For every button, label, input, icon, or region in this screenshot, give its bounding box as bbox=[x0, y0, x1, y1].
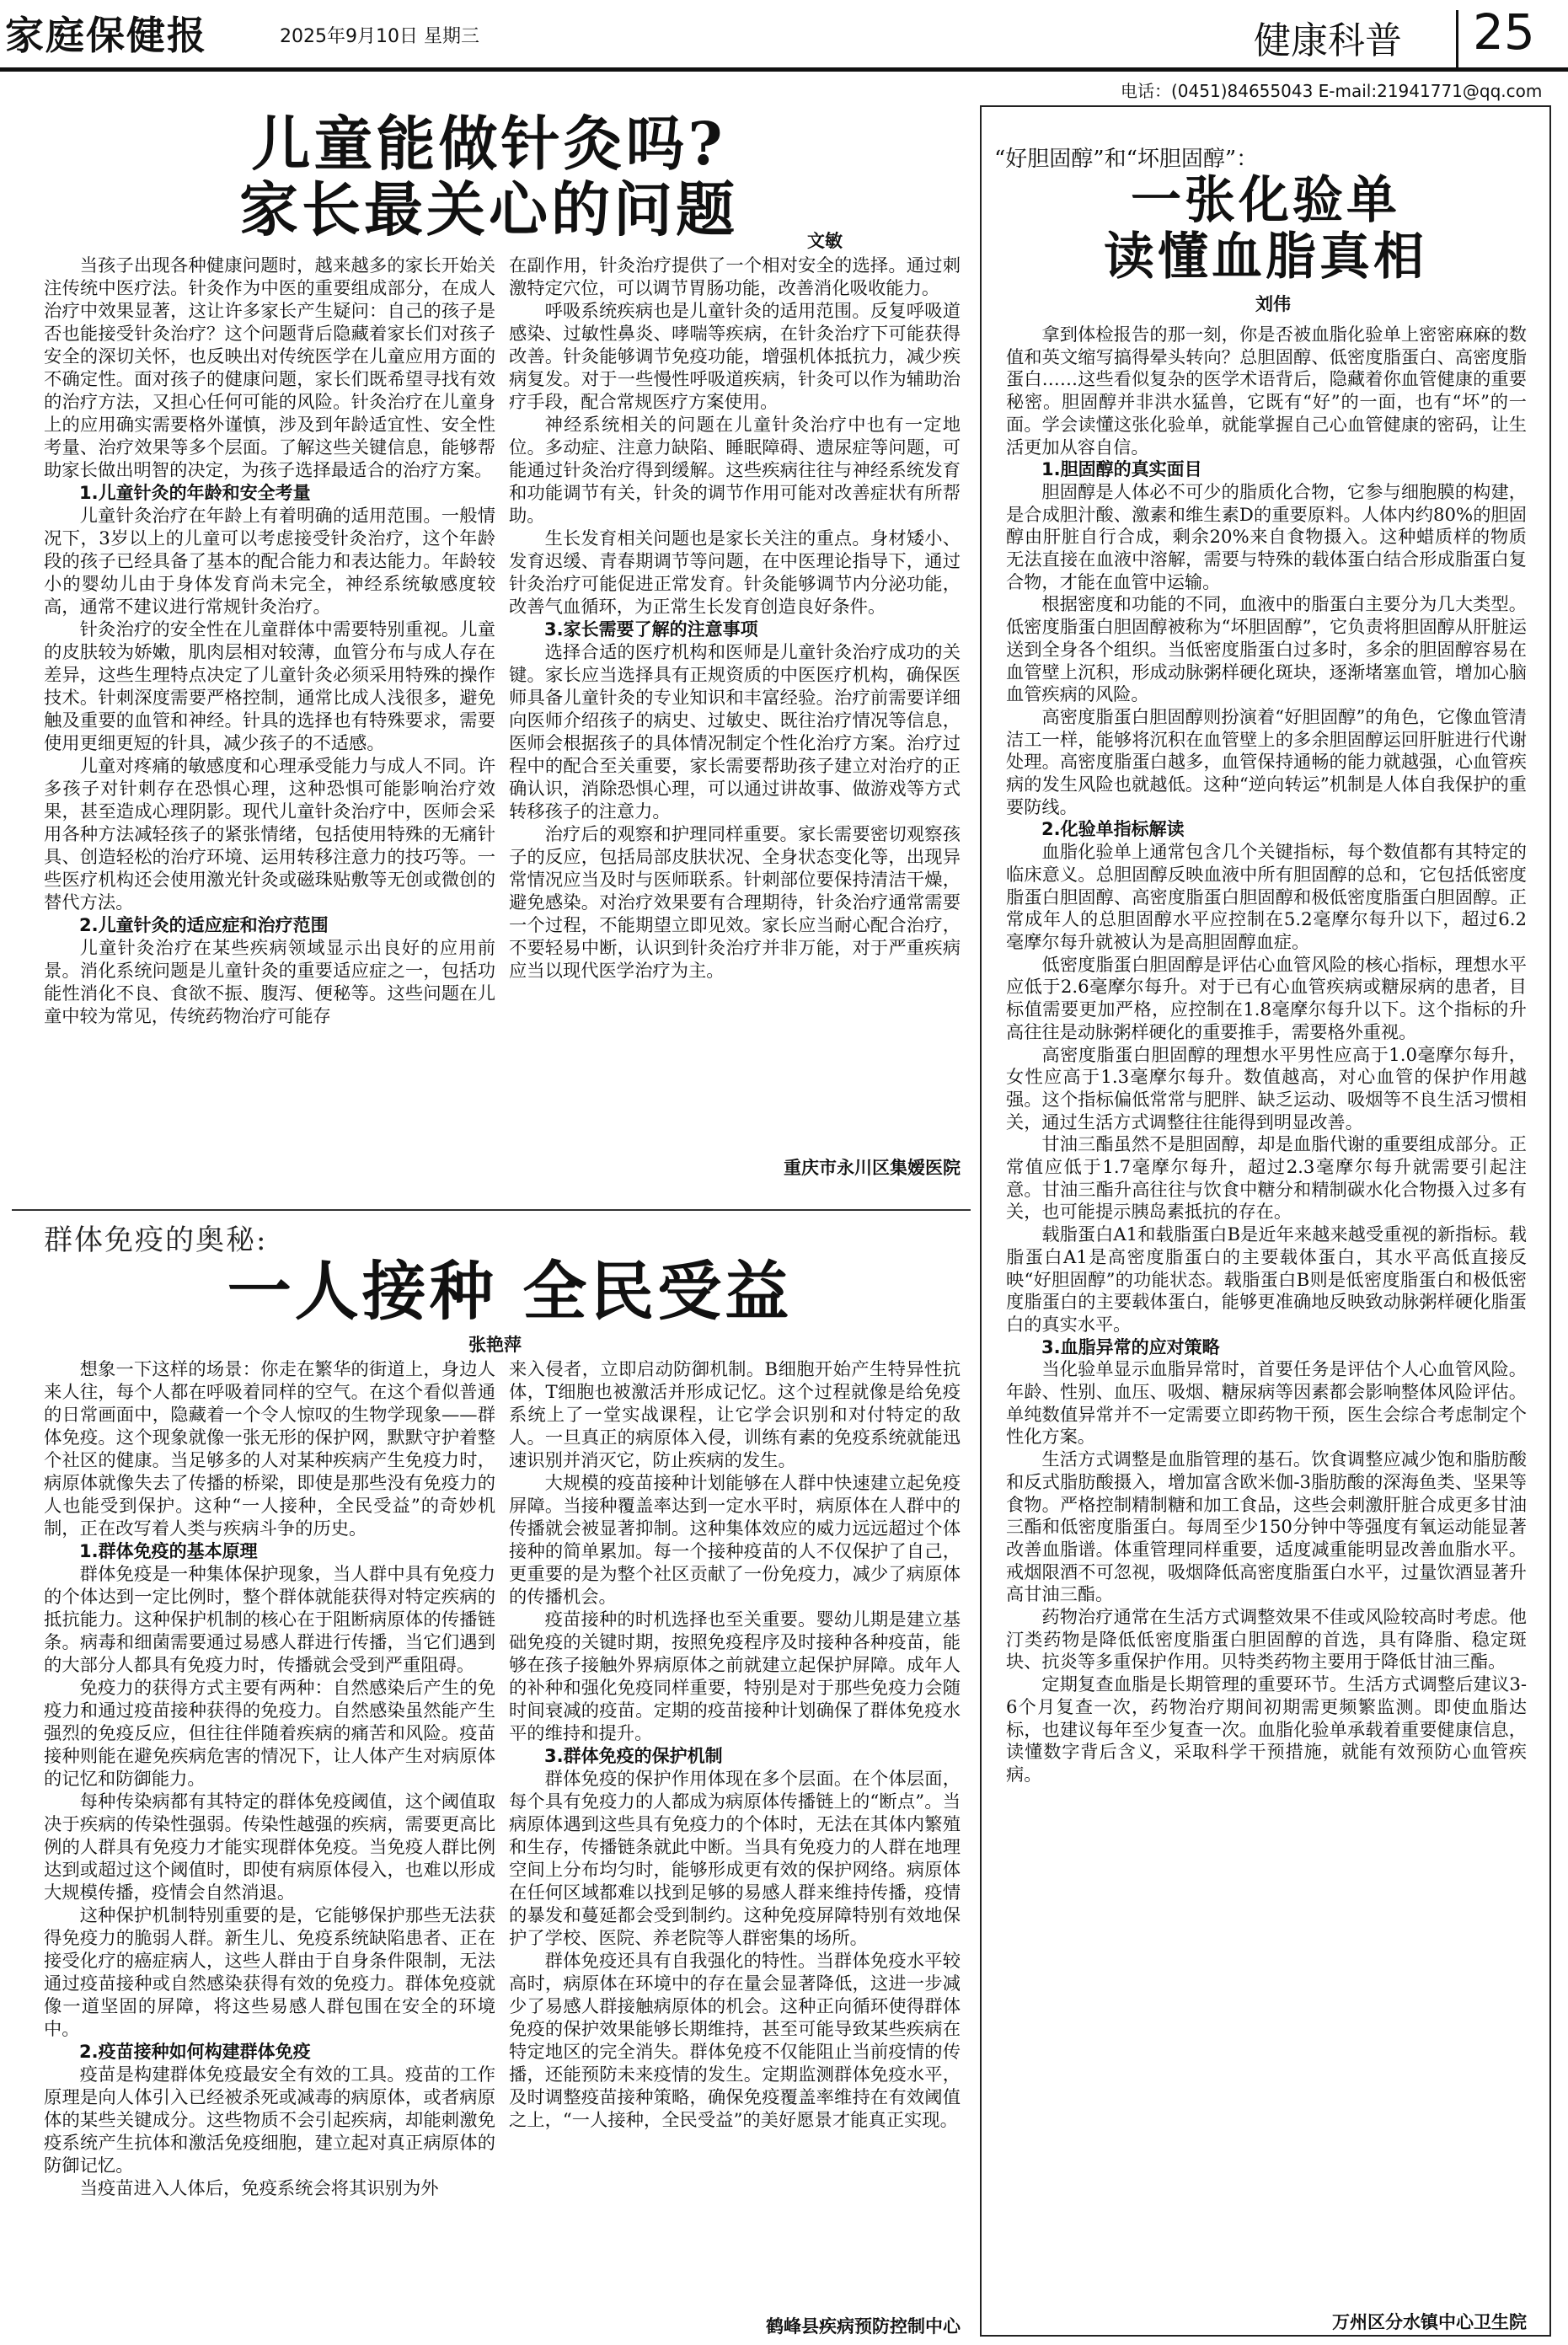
section-heading: 2.化验单指标解读 bbox=[1041, 819, 1185, 840]
paragraph: 当化验单显示血脂异常时，首要任务是评估个人心血管风险。年龄、性别、血压、吸烟、糖尿病等因素都会影响整体风险评估。单纯数值异常并不一定需要立即药物干预，医生会综合考虑制定个性化方案。 bbox=[1006, 1358, 1527, 1448]
article2-organization: 鹤峰县疾病预防控制中心 bbox=[766, 2316, 961, 2337]
paragraph: 群体免疫还具有自我强化的特性。当群体免疫水平较高时，病原体在环境中的存在量会显著降低，这进一步减少了易感人群接触病原体的机会。这种正向循环使得群体免疫的保护效果能够长期维持，甚至可能导致某些疾病在特定地区的完全消失。群体免疫不仅能阻止当前疫情的传播，还能预防未来疫情的发生。定期监测群体免疫水平，及时调整疫苗接种策略，确保免疫覆盖率维持在有效阈值之上，“一人接种，全民受益”的美好愿景才能真正实现。 bbox=[509, 1951, 961, 2131]
article3-kicker: “好胆固醇”和“坏胆固醇”： bbox=[994, 147, 1259, 172]
paragraph: 胆固醇是人体必不可少的脂质化合物，它参与细胞膜的构建，是合成胆汁酸、激素和维生素D的重要原料。人体内约80%的胆固醇由肝脏自行合成，剩余20%来自食物摄入。这种蜡质样的物质无法直接在血液中溶解，需要与特殊的载体蛋白结合形成脂蛋白复合物，才能在血管中运输。 bbox=[1006, 480, 1527, 592]
paragraph: 血脂化验单上通常包含几个关键指标，每个数值都有其特定的临床意义。总胆固醇反映血液中所有胆固醇的总和，它包括低密度脂蛋白胆固醇、高密度脂蛋白胆固醇和极低密度脂蛋白胆固醇。正常成年人的总胆固醇水平应控制在5.2毫摩尔每升以下，超过6.2毫摩尔每升就被认为是高胆固醇血症。 bbox=[1006, 841, 1527, 952]
paragraph: 定期复查血脂是长期管理的重要环节。生活方式调整后建议3-6个月复查一次，药物治疗期间初期需更频繁监测。即使血脂达标，也建议每年至少复查一次。血脂化验单承载着重要健康信息，读懂数字背后含义，采取科学干预措施，就能有效预防心血管疾病。 bbox=[1006, 1673, 1527, 1785]
paragraph: 在副作用，针灸治疗提供了一个相对安全的选择。通过刺激特定穴位，可以调节胃肠功能，改善消化吸收能力。 bbox=[509, 255, 961, 299]
article3-organization: 万州区分水镇中心卫生院 bbox=[1332, 2312, 1527, 2332]
paragraph: 儿童针灸治疗在某些疾病领域显示出良好的应用前景。消化系统问题是儿童针灸的重要适应症之一，包括功能性消化不良、食欲不振、腹泻、便秘等。这些问题在儿童中较为常见，传统药物治疗可能存 bbox=[44, 938, 495, 1027]
masthead-rule bbox=[0, 67, 1568, 72]
article3-body bbox=[1006, 324, 1527, 1786]
section-heading: 3.血脂异常的应对策略 bbox=[1041, 1336, 1220, 1357]
article1-title-line2: 家长最关心的问题 bbox=[239, 174, 738, 245]
paragraph: 甘油三酯虽然不是胆固醇，却是血脂代谢的重要组成部分。正常值应低于1.7毫摩尔每升，超过2.3毫摩尔每升就需要引起注意。甘油三酯升高往往与饮食中糖分和精制碳水化合物摄入过多有关，也可能提示胰岛素抵抗的存在。 bbox=[1006, 1133, 1527, 1223]
paragraph: 高密度脂蛋白胆固醇的理想水平男性应高于1.0毫摩尔每升，女性应高于1.3毫摩尔每升。数值越高，对心血管的保护作用越强。这个指标偏低常常与肥胖、缺乏运动、吸烟等不良生活习惯相关，通过生活方式调整往往能得到明显改善。 bbox=[1006, 1043, 1527, 1132]
paragraph: 来入侵者，立即启动防御机制。B细胞开始产生特异性抗体，T细胞也被激活并形成记忆。这个过程就像是给免疫系统上了一堂实战课程，让它学会识别和对付特定的敌人。一旦真正的病原体入侵，训练有素的免疫系统就能迅速识别并消灭它，防止疾病的发生。 bbox=[509, 1359, 961, 1471]
paragraph: 群体免疫是一种集体保护现象，当人群中具有免疫力的个体达到一定比例时，整个群体就能获得对特定疾病的抵抗能力。这种保护机制的核心在于阻断病原体的传播链条。病毒和细菌需要通过易感人群进行传播，当它们遇到的大部分人都具有免疫力时，传播就会受到严重阻碍。 bbox=[44, 1564, 495, 1676]
paragraph: 疫苗是构建群体免疫最安全有效的工具。疫苗的工作原理是向人体引入已经被杀死或减毒的病原体，或者病原体的某些关键成分。这些物质不会引起疾病，却能刺激免疫系统产生抗体和激活免疫细胞，建立起对真正病原体的防御记忆。 bbox=[44, 2064, 495, 2176]
paragraph: 针灸治疗的安全性在儿童群体中需要特别重视。儿童的皮肤较为娇嫩，肌肉层相对较薄，血管分布与成人存在差异，这些生理特点决定了儿童针灸必须采用特殊的操作技术。针刺深度需要严格控制，通常比成人浅很多，避免触及重要的血管和神经。针具的选择也有特殊要求，需要使用更细更短的针具，减少孩子的不适感。 bbox=[44, 619, 495, 754]
article3-title-line1: 一张化验单 bbox=[1131, 171, 1400, 230]
article3-title bbox=[1011, 173, 1520, 286]
section-heading: 2.儿童针灸的适应症和治疗范围 bbox=[79, 915, 329, 935]
article1-column-1 bbox=[44, 254, 495, 1028]
section-heading: 1.儿童针灸的年龄和安全考量 bbox=[79, 483, 311, 503]
article3-title-line2: 读懂血脂真相 bbox=[1104, 228, 1427, 287]
paragraph: 疫苗接种的时机选择也至关重要。婴幼儿期是建立基础免疫的关键时期，按照免疫程序及时接种各种疫苗，能够在孩子接触外界病原体之前就建立起保护屏障。成年人的补种和强化免疫同样重要，特别是对于那些免疫力会随时间衰减的疫苗。定期的疫苗接种计划确保了群体免疫水平的维持和提升。 bbox=[509, 1609, 961, 1744]
paragraph: 神经系统相关的问题在儿童针灸治疗中也有一定地位。多动症、注意力缺陷、睡眠障碍、遗尿症等问题，可能通过针灸治疗得到缓解。这些疾病往往与神经系统发育和功能调节有关，针灸的调节作用可能对改善症状有所帮助。 bbox=[509, 415, 961, 527]
article-separator bbox=[12, 1209, 971, 1211]
paragraph: 生活方式调整是血脂管理的基石。饮食调整应减少饱和脂肪酸和反式脂肪酸摄入，增加富含欧米伽-3脂肪酸的深海鱼类、坚果等食物。严格控制精制糖和加工食品，这些会刺激肝脏合成更多甘油三酯和低密度脂蛋白。每周至少150分钟中等强度有氧运动能显著改善血脂谱。体重管理同样重要，适度减重能明显改善血脂水平。戒烟限酒不可忽视，吸烟降低高密度脂蛋白水平，过量饮酒显著升高甘油三酯。 bbox=[1006, 1448, 1527, 1605]
paragraph: 这种保护机制特别重要的是，它能够保护那些无法获得免疫力的脆弱人群。新生儿、免疫系统缺陷患者、正在接受化疗的癌症病人，这些人群由于自身条件限制，无法通过疫苗接种或自然感染获得有效的免疫力。群体免疫就像一道坚固的屏障，将这些易感人群包围在安全的环境中。 bbox=[44, 1905, 495, 2040]
issue-date: 2025年9月10日 星期三 bbox=[280, 26, 479, 47]
paragraph: 根据密度和功能的不同，血液中的脂蛋白主要分为几大类型。低密度脂蛋白胆固醇被称为“坏胆固醇”，它负责将胆固醇从肝脏运送到全身各个组织。当低密度脂蛋白过多时，多余的胆固醇容易在血管壁上沉积，形成动脉粥样硬化斑块，逐渐堵塞血管，增加心脑血管疾病的风险。 bbox=[1006, 593, 1527, 705]
paragraph: 治疗后的观察和护理同样重要。家长需要密切观察孩子的反应，包括局部皮肤状况、全身状态变化等，出现异常情况应当及时与医师联系。针刺部位要保持清洁干燥，避免感染。对治疗效果要有合理期待，针灸治疗通常需要一个过程，不能期望立即见效。家长应当耐心配合治疗，不要轻易中断，认识到针灸治疗并非万能，对于严重疾病应当以现代医学治疗为主。 bbox=[509, 824, 961, 982]
paragraph: 当疫苗进入人体后，免疫系统会将其识别为外 bbox=[79, 2178, 439, 2199]
paragraph: 群体免疫的保护作用体现在多个层面。在个体层面，每个具有免疫力的人都成为病原体传播链上的“断点”。当病原体遇到这些具有免疫力的个体时，无法在其体内繁殖和生存，传播链条就此中断。当具有免疫力的人群在地理空间上分布均匀时，能够形成更有效的保护网络。病原体在任何区域都难以找到足够的易感人群来维持传播，疫情的暴发和蔓延都会受到制约。这种免疫屏障特别有效地保护了学校、医院、养老院等人群密集的场所。 bbox=[509, 1769, 961, 1949]
masthead-divider bbox=[1456, 10, 1458, 69]
paragraph: 当孩子出现各种健康问题时，越来越多的家长开始关注传统中医疗法。针灸作为中医的重要组成部分，在成人治疗中效果显著，这让许多家长产生疑问：自己的孩子是否也能接受针灸治疗？这个问题背后隐藏着家长们对孩子安全的深切关怀，也反映出对传统医学在儿童应用方面的不确定性。面对孩子的健康问题，家长们既希望寻找有效的治疗方法，又担心任何可能的风险。针灸治疗在儿童身上的应用确实需要格外谨慎，涉及到年龄适宜性、安全性考量、治疗效果等多个层面。了解这些关键信息，能够帮助家长做出明智的决定，为孩子选择最适合的治疗方案。 bbox=[44, 255, 495, 481]
article2-author: 张艳萍 bbox=[468, 1335, 522, 1355]
paragraph: 选择合适的医疗机构和医师是儿童针灸治疗成功的关键。家长应当选择具有正规资质的中医医疗机构，确保医师具备儿童针灸的专业知识和丰富经验。治疗前需要详细向医师介绍孩子的病史、过敏史、既往治疗情况等信息，医师会根据孩子的具体情况制定个性化治疗方案。治疗过程中的配合至关重要，家长需要帮助孩子建立对治疗的正确认识，消除恐惧心理，可以通过讲故事、做游戏等方式转移孩子的注意力。 bbox=[509, 642, 961, 822]
section-heading: 3.群体免疫的保护机制 bbox=[544, 1746, 723, 1766]
article3-author: 刘伟 bbox=[1255, 294, 1291, 314]
paragraph: 载脂蛋白A1和载脂蛋白B是近年来越来越受重视的新指标。载脂蛋白A1是高密度脂蛋白的主要载体蛋白，其水平高低直接反映“好胆固醇”的功能状态。载脂蛋白B则是低密度脂蛋白和极低密度脂蛋白的主要载体蛋白，能够更准确地反映致动脉粥样硬化脂蛋白的真实水平。 bbox=[1006, 1223, 1527, 1335]
article2-column-1 bbox=[44, 1358, 495, 2200]
article2-column-2 bbox=[509, 1358, 961, 2132]
contact-line: 电话：(0451)84655043 E-mail:21941771@qq.com bbox=[1121, 81, 1543, 101]
section-heading: 3.家长需要了解的注意事项 bbox=[544, 619, 758, 640]
paragraph: 高密度脂蛋白胆固醇则扮演着“好胆固醇”的角色，它像血管清洁工一样，能够将沉积在血管壁上的多余胆固醇运回肝脏进行代谢处理。高密度脂蛋白越多，血管保持通畅的能力就越强，心血管疾病的发生风险也就越低。这种“逆向转运”机制是人体自我保护的重要防线。 bbox=[1006, 705, 1527, 817]
section-heading: 1.胆固醇的真实面目 bbox=[1041, 459, 1202, 480]
article2-kicker: 群体免疫的奥秘: bbox=[44, 1223, 268, 1257]
paragraph: 呼吸系统疾病也是儿童针灸的适用范围。反复呼吸道感染、过敏性鼻炎、哮喘等疾病，在针灸治疗下可能获得改善。针灸能够调节免疫功能，增强机体抵抗力，减少疾病复发。对于一些慢性呼吸道疾病，针灸可以作为辅助治疗手段，配合常规医疗方案使用。 bbox=[509, 301, 961, 413]
section-heading: 1.群体免疫的基本原理 bbox=[79, 1541, 258, 1561]
section-heading: 2.疫苗接种如何构建群体免疫 bbox=[79, 2042, 311, 2062]
article1-title bbox=[177, 111, 800, 244]
paragraph: 免疫力的获得方式主要有两种：自然感染后产生的免疫力和通过疫苗接种获得的免疫力。自然感染虽然能产生强烈的免疫反应，但往往伴随着疾病的痛苦和风险。疫苗接种则能在避免疾病危害的情况下，让人体产生对病原体的记忆和防御能力。 bbox=[44, 1678, 495, 1790]
article1-organization: 重庆市永川区集嫒医院 bbox=[784, 1158, 961, 1178]
paragraph: 生长发育相关问题也是家长关注的重点。身材矮小、发育迟缓、青春期调节等问题，在中医理论指导下，通过针灸治疗可能促进正常发育。针灸能够调节内分泌功能，改善气血循环，为正常生长发育创造良好条件。 bbox=[509, 528, 961, 618]
section-title: 健康科普 bbox=[1254, 19, 1402, 62]
article1-title-line1: 儿童能做针灸吗? bbox=[251, 109, 726, 179]
paragraph: 儿童针灸治疗在年龄上有着明确的适用范围。一般情况下，3岁以上的儿童可以考虑接受针灸治疗，这个年龄段的孩子已经具备了基本的配合能力和表达能力。年龄较小的婴幼儿由于身体发育尚未完全，神经系统敏感度较高，通常不建议进行常规针灸治疗。 bbox=[44, 506, 495, 618]
paragraph: 药物治疗通常在生活方式调整效果不佳或风险较高时考虑。他汀类药物是降低低密度脂蛋白胆固醇的首选，具有降脂、稳定斑块、抗炎等多重保护作用。贝特类药物主要用于降低甘油三酯。 bbox=[1006, 1606, 1527, 1673]
paper-name: 家庭保健报 bbox=[5, 13, 207, 58]
paragraph: 想象一下这样的场景：你走在繁华的街道上，身边人来人往，每个人都在呼吸着同样的空气。在这个看似普通的日常画面中，隐藏着一个令人惊叹的生物学现象——群体免疫。这个现象就像一张无形的保护网，默默守护着整个社区的健康。当足够多的人对某种疾病产生免疫力时，病原体就像失去了传播的桥梁，即使是那些没有免疫力的人也能受到保护。这种“一人接种，全民受益”的奇妙机制，正在改写着人类与疾病斗争的历史。 bbox=[44, 1359, 495, 1539]
page-number: 25 bbox=[1473, 3, 1535, 61]
paragraph: 拿到体检报告的那一刻，你是否被血脂化验单上密密麻麻的数值和英文缩写搞得晕头转向？总胆固醇、低密度脂蛋白、高密度脂蛋白……这些看似复杂的医学术语背后，隐藏着你血管健康的重要秘密。胆固醇并非洪水猛兽，它既有“好”的一面，也有“坏”的一面。学会读懂这张化验单，就能掌握自己心血管健康的密码，让生活更加从容自信。 bbox=[1006, 324, 1527, 458]
paragraph: 儿童对疼痛的敏感度和心理承受能力与成人不同。许多孩子对针刺存在恐惧心理，这种恐惧可能影响治疗效果，甚至造成心理阴影。现代儿童针灸治疗中，医师会采用各种方法减轻孩子的紧张情绪，包括使用特殊的无痛针具、创造轻松的治疗环境、运用转移注意力的技巧等。一些医疗机构还会使用激光针灸或磁珠贴敷等无创或微创的替代方法。 bbox=[44, 756, 495, 913]
paragraph: 低密度脂蛋白胆固醇是评估心血管风险的核心指标，理想水平应低于2.6毫摩尔每升。对于已有心血管疾病或糖尿病的患者，目标值需要更加严格，应控制在1.8毫摩尔每升以下。这个指标的升高往往是动脉粥样硬化的重要推手，需要格外重视。 bbox=[1006, 953, 1527, 1042]
article2-title: 一人接种 全民受益 bbox=[227, 1254, 793, 1329]
article1-column-2 bbox=[509, 254, 961, 982]
article1-author: 文敏 bbox=[807, 231, 843, 251]
paragraph: 每种传染病都有其特定的群体免疫阈值，这个阈值取决于疾病的传染性强弱。传染性越强的疾病，需要更高比例的人群具有免疫力才能实现群体免疫。当免疫人群比例达到或超过这个阈值时，即使有病原体侵入，也难以形成大规模传播，疫情会自然消退。 bbox=[44, 1791, 495, 1903]
paragraph: 大规模的疫苗接种计划能够在人群中快速建立起免疫屏障。当接种覆盖率达到一定水平时，病原体在人群中的传播就会被显著抑制。这种集体效应的威力远远超过个体接种的简单累加。每一个接种疫苗的人不仅保护了自己，更重要的是为整个社区贡献了一份免疫力，减少了病原体的传播机会。 bbox=[509, 1473, 961, 1608]
